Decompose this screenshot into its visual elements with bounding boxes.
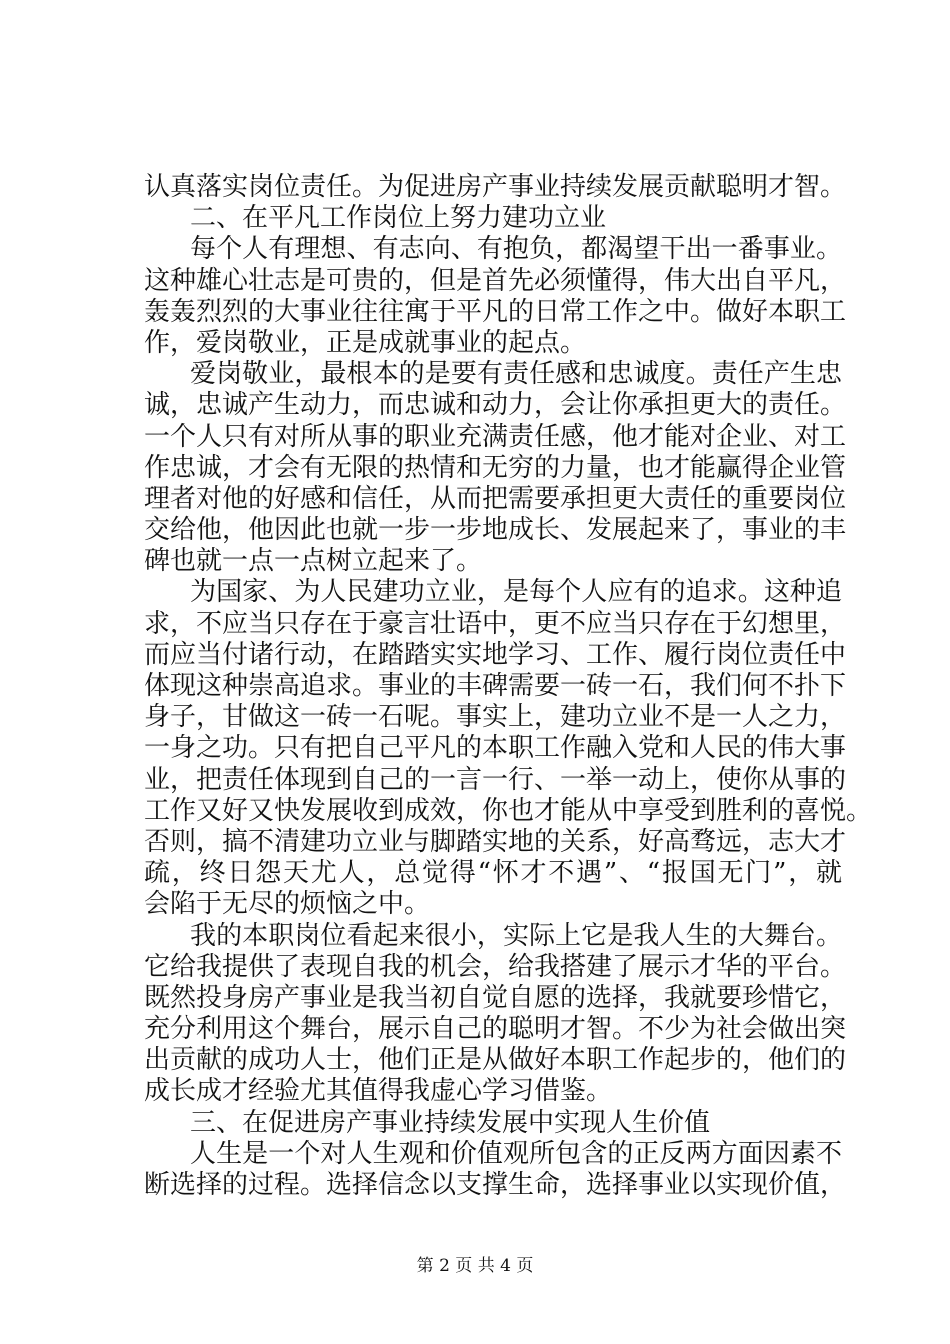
section-heading: 二、在平凡工作岗位上努力建功立业 — [190, 203, 607, 234]
text-line: 充分利用这个舞台，展示自己的聪明才智。不少为社会做出突 — [144, 1014, 847, 1045]
text-line: 作忠诚，才会有无限的热情和无穷的力量，也才能赢得企业管 — [144, 452, 847, 483]
text-line: 工作又好又快发展收到成效，你也才能从中享受到胜利的喜悦。 — [144, 795, 873, 826]
text-line: 而应当付诸行动，在踏踏实实地学习、工作、履行岗位责任中 — [144, 639, 847, 670]
text-line: 我的本职岗位看起来很小，实际上它是我人生的大舞台。 — [190, 920, 842, 951]
text-line: 为国家、为人民建功立业，是每个人应有的追求。这种追 — [190, 577, 842, 608]
text-line: 成长成才经验尤其值得我虚心学习借鉴。 — [144, 1076, 613, 1107]
text-line: 轰轰烈烈的大事业往往寓于平凡的日常工作之中。做好本职工 — [144, 296, 847, 327]
text-line: 交给他，他因此也就一步一步地成长、发展起来了，事业的丰 — [144, 515, 847, 546]
text-line: 认真落实岗位责任。为促进房产事业持续发展贡献聪明才智。 — [144, 172, 847, 202]
page-number-footer: 第 2 页 共 4 页 — [416, 1256, 534, 1276]
text-line: 身子，甘做这一砖一石呢。事实上，建功立业不是一人之力， — [144, 702, 847, 733]
text-line: 出贡献的成功人士，他们正是从做好本职工作起步的，他们的 — [144, 1045, 847, 1076]
text-line: 一个人只有对所从事的职业充满责任感，他才能对企业、对工 — [144, 421, 847, 452]
text-line: 爱岗敬业，最根本的是要有责任感和忠诚度。责任产生忠 — [190, 359, 842, 390]
text-line: 疏，终日怨天尤人，总觉得“怀才不遇”、“报国无门”，就 — [144, 858, 842, 889]
text-line: 否则，搞不清建功立业与脚踏实地的关系，好高骛远，志大才 — [144, 826, 847, 857]
text-line: 作，爱岗敬业，正是成就事业的起点。 — [144, 327, 587, 358]
text-line: 这种雄心壮志是可贵的，但是首先必须懂得，伟大出自平凡， — [144, 265, 847, 296]
text-line: 它给我提供了表现自我的机会，给我搭建了展示才华的平台。 — [144, 951, 847, 982]
text-line: 诚，忠诚产生动力，而忠诚和动力，会让你承担更大的责任。 — [144, 390, 847, 421]
text-line: 业，把责任体现到自己的一言一行、一举一动上，使你从事的 — [144, 764, 847, 795]
text-line: 会陷于无尽的烦恼之中。 — [144, 889, 431, 920]
text-line: 求，不应当只存在于豪言壮语中，更不应当只存在于幻想里， — [144, 608, 847, 639]
text-line: 一身之功。只有把自己平凡的本职工作融入党和人民的伟大事 — [144, 733, 847, 764]
text-line: 每个人有理想、有志向、有抱负，都渴望干出一番事业。 — [190, 234, 842, 265]
section-heading: 三、在促进房产事业持续发展中实现人生价值 — [190, 1107, 711, 1138]
text-line: 碑也就一点一点树立起来了。 — [144, 546, 483, 577]
document-body — [144, 172, 873, 1201]
text-line: 人生是一个对人生观和价值观所包含的正反两方面因素不 — [190, 1138, 842, 1169]
text-line: 既然投身房产事业是我当初自觉自愿的选择，我就要珍惜它， — [144, 982, 847, 1013]
text-line: 理者对他的好感和信任，从而把需要承担更大责任的重要岗位 — [144, 483, 847, 514]
text-line: 体现这种崇高追求。事业的丰碑需要一砖一石，我们何不扑下 — [144, 671, 847, 701]
text-line: 断选择的过程。选择信念以支撑生命，选择事业以实现价值， — [144, 1170, 847, 1200]
